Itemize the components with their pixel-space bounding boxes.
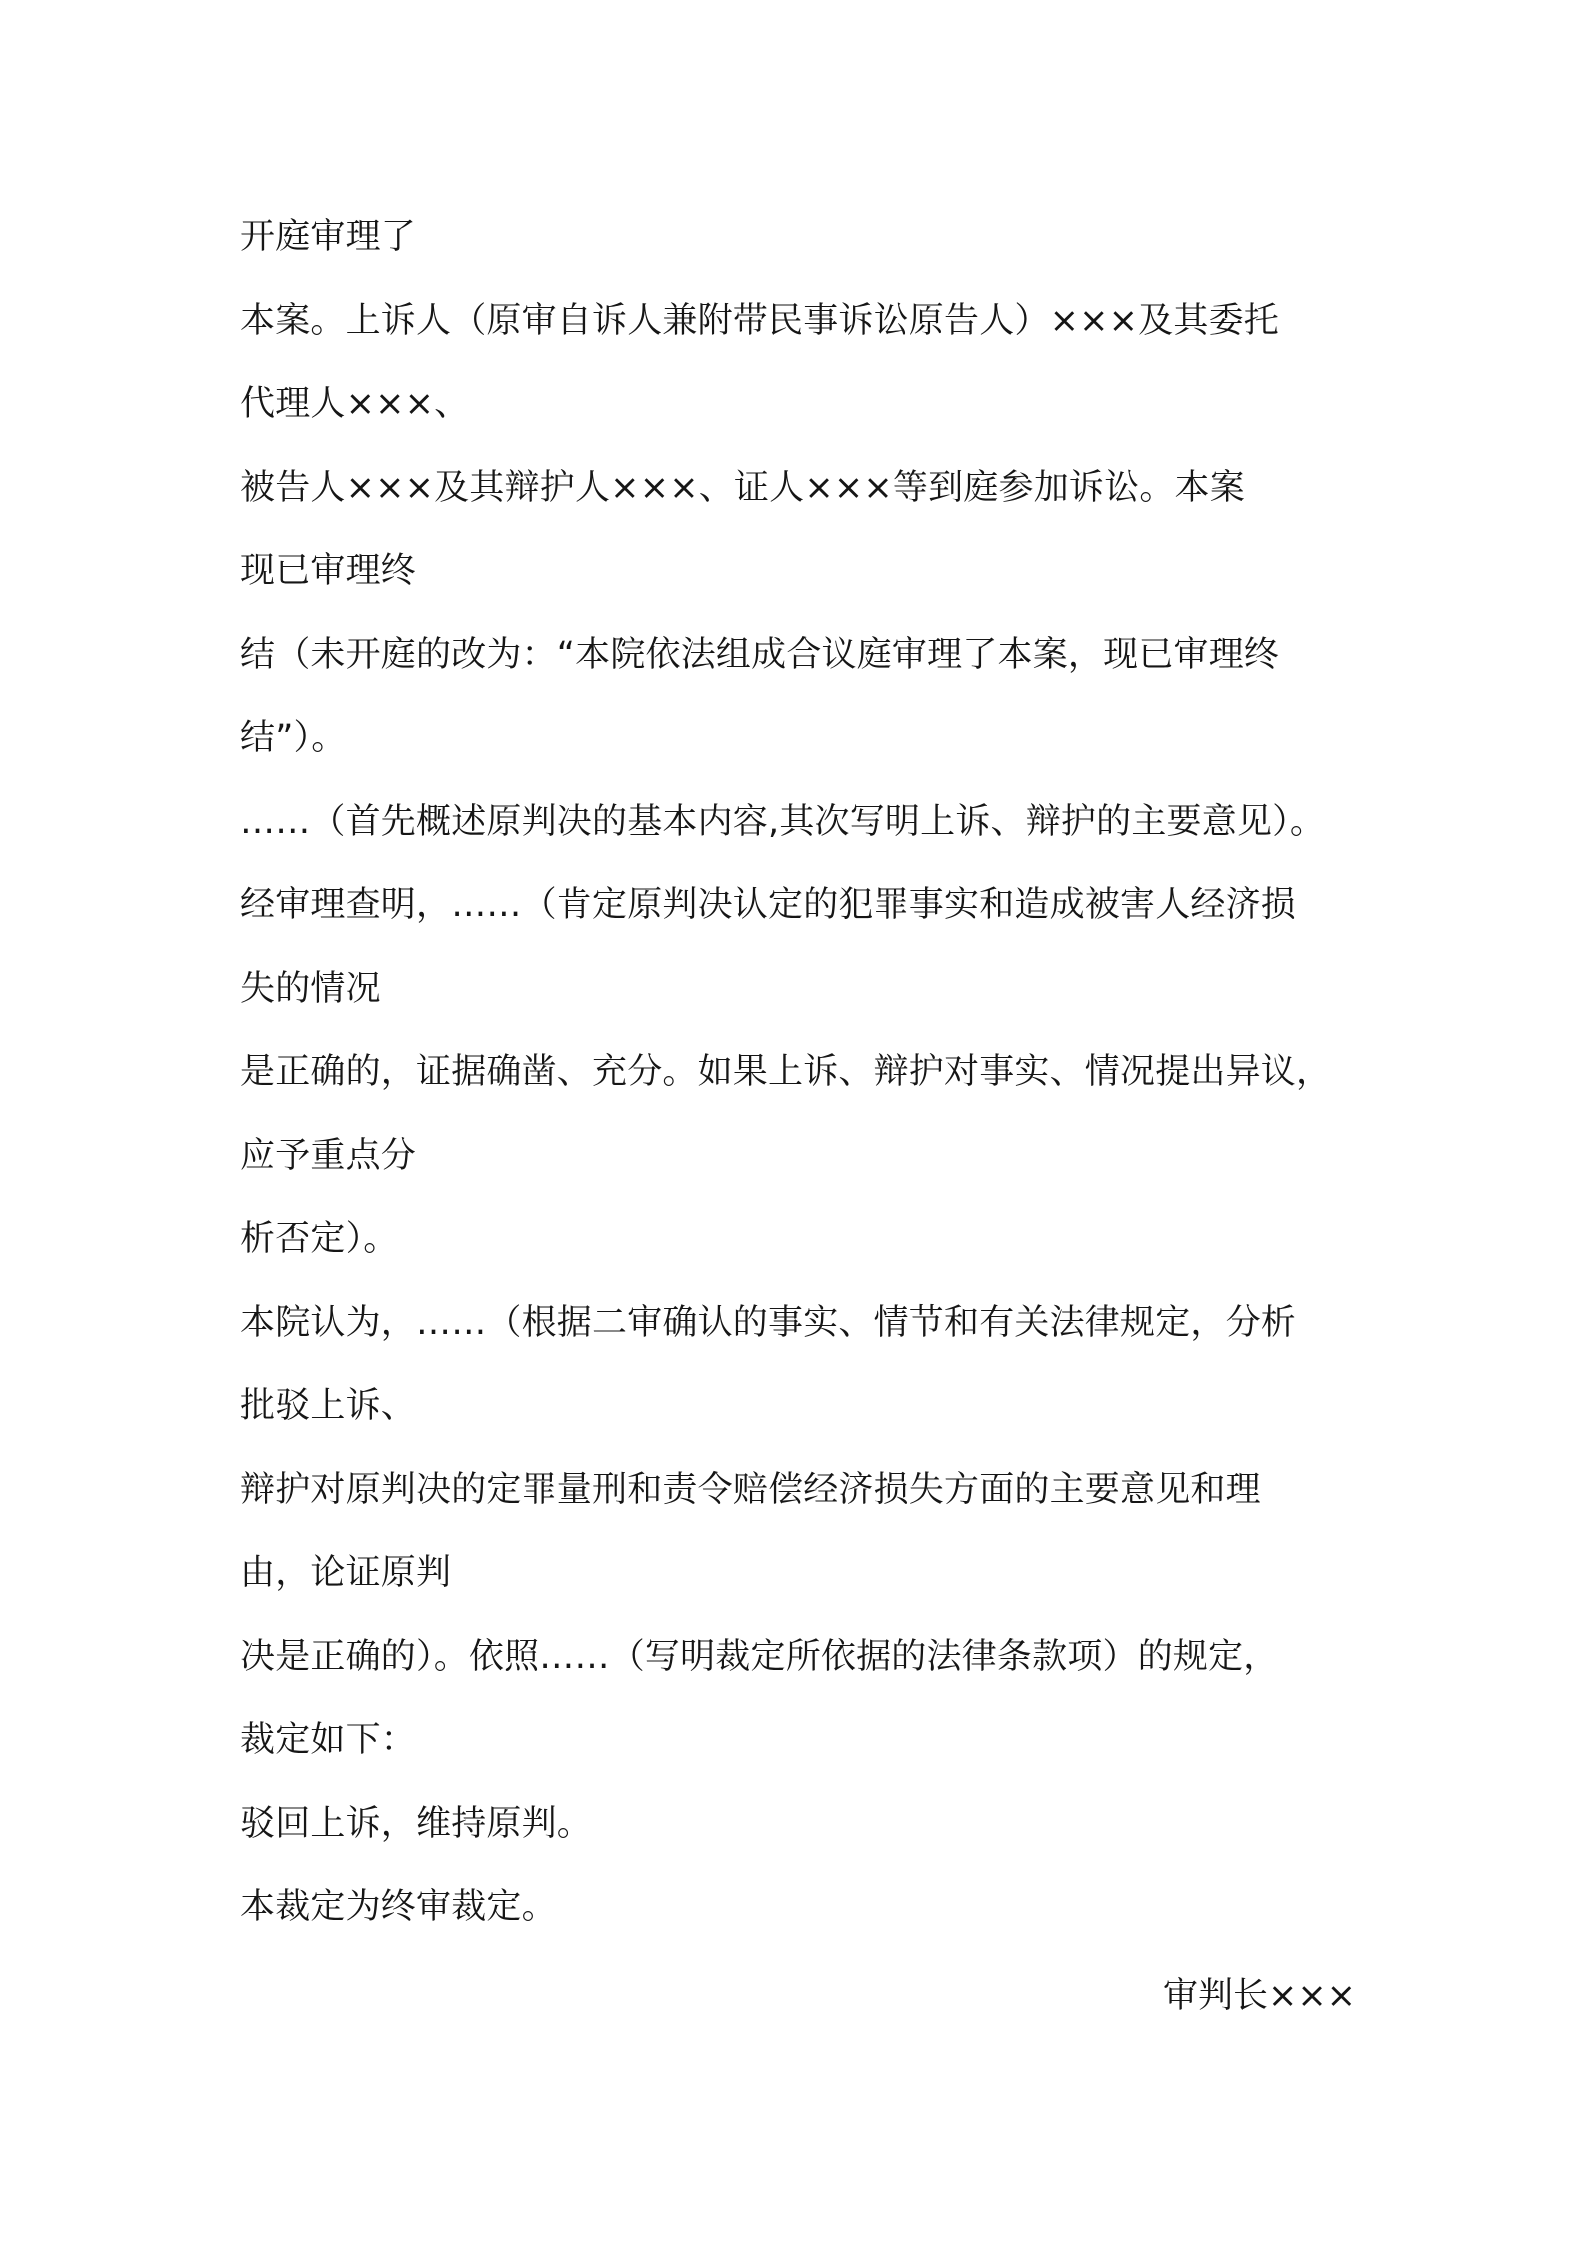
text-line: 应予重点分 [240, 1135, 417, 1176]
text-line: 结”）。 [240, 718, 347, 758]
text-line: ……（首先概述原判决的基本内容,其次写明上诉、辩护的主要意见）。 [240, 801, 1326, 842]
text-line: 批驳上诉、 [240, 1386, 417, 1426]
text-line: 现已审理终 [240, 551, 417, 591]
text-line: 析否定）。 [240, 1219, 399, 1259]
text-line: 被告人×××及其辩护人×××、证人×××等到庭参加诉讼。本案 [240, 467, 1245, 508]
text-line: 裁定如下： [240, 1720, 417, 1760]
text-line: 本裁定为终审裁定。 [240, 1887, 557, 1927]
text-line: 辩护对原判决的定罪量刑和责令赔偿经济损失方面的主要意见和理 [240, 1469, 1261, 1510]
text-line: 失的情况 [240, 968, 381, 1009]
text-line: 本案。上诉人（原审自诉人兼附带民事诉讼原告人）×××及其委托 [240, 300, 1279, 341]
text-line: 决是正确的）。依照……（写明裁定所依据的法律条款项）的规定， [240, 1636, 1279, 1677]
document-body [240, 196, 1355, 1950]
text-line: 结（未开庭的改为：“本院依法组成合议庭审理了本案，现已审理终 [240, 634, 1280, 675]
presiding-judge-signature: 审判长××× [1163, 1976, 1356, 2016]
text-line: 驳回上诉，维持原判。 [240, 1803, 593, 1844]
text-line: 开庭审理了 [240, 217, 417, 257]
text-line: 代理人×××、 [240, 384, 470, 424]
text-line: 是正确的，证据确凿、充分。如果上诉、辩护对事实、情况提出异议， [240, 1052, 1332, 1092]
text-line: 本院认为，……（根据二审确认的事实、情节和有关法律规定，分析 [240, 1302, 1297, 1343]
text-line: 经审理查明，……（肯定原判决认定的犯罪事实和造成被害人经济损 [240, 885, 1297, 925]
text-line: 由，论证原判 [240, 1553, 452, 1593]
